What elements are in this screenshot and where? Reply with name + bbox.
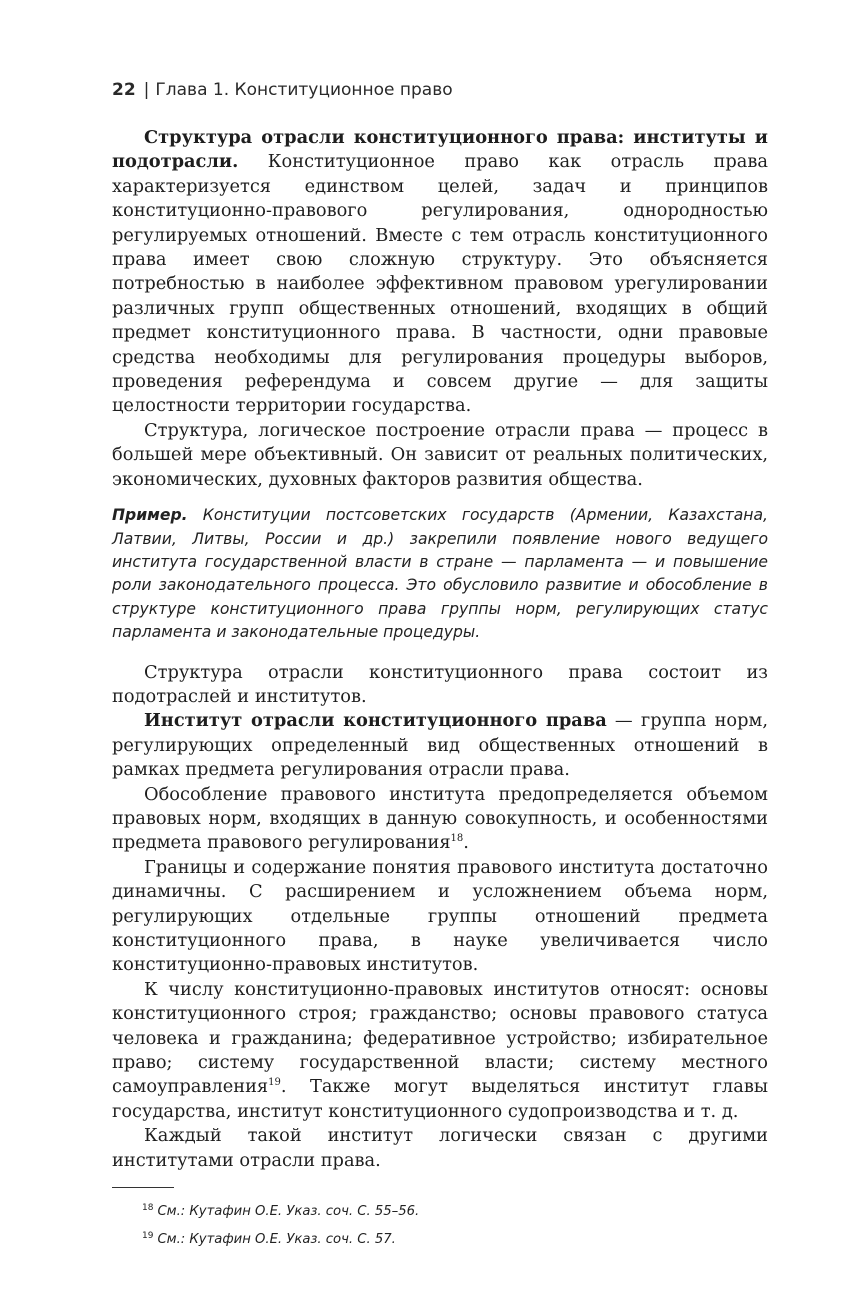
paragraph-5-end: . [463,832,469,854]
footnote-number: 19 [142,1230,154,1241]
book-page [112,76,768,1254]
paragraph-1 [112,126,768,419]
footnote-number: 18 [142,1202,154,1213]
footnote-ref-19[interactable]: 19 [268,1077,281,1089]
paragraph-7-text-b: . Также могут выделяться институт главы государства, институт конституционного судопроизводства и т. д. [112,1076,768,1122]
paragraph-3: Структура отрасли конституционного права состоит из подотраслей и институтов. [112,661,768,707]
paragraph-4-text: — группа норм, регулирующих определенный вид общественных отношений в рамках предмета регулирования отрасли права. [112,710,769,781]
example-label: Пример. [112,506,188,525]
term-definition: Институт отрасли конституционного права [144,710,607,732]
footnote-19 [112,1226,768,1254]
footnote-18 [112,1198,768,1226]
example-block [112,504,768,644]
main-text [112,126,768,492]
page-number: 22 [112,80,136,100]
example-text: Конституции постсоветских государств (Армении, Казахстана, Латвии, Литвы, России и др.) закрепили появление нового ведущего института государственной власти в стране — парламента — и повышение роли законодательного процесса. Это обусловило развитие и обособление в структуре конституционного права группы норм, регулирующих статус парламента и законодательные процедуры. [112,506,768,642]
paragraph-2: Структура, логическое построение отрасли права — процесс в большей мере объективный. Он зависит от реальных политических, экономических, духовных факторов развития общества. [112,419,768,490]
section-heading: Структура отрасли конституционного права: институты и подотрасли. [112,127,768,173]
footnotes [112,1198,768,1254]
paragraph-1-text: Конституционное право как отрасль права характеризуется единством целей, задач и принципов конституционно-правового регулирования, однородностью регулируемых отношений. Вместе с тем отрасль конституционного права имеет свою сложную структуру. Это объясняется потребностью в наиболее эффективном правовом урегулировании различных групп общественных отношений, входящих в общий предмет конституционного права. В частности, одни правовые средства необходимы для регулирования процедуры выборов, проведения референдума и совсем другие — для защиты целостности территории государства. [112,151,768,417]
paragraph-5-text: Обособление правового института предопределяется объемом правовых норм, входящих в данную совокупность, и особенностями предмета правового регулирования [112,783,768,854]
paragraph-8: Каждый такой институт логически связан с другими институтами отрасли права. [112,1125,768,1171]
paragraph-7 [112,978,768,1124]
paragraph-5 [112,783,768,856]
header-separator: | [143,80,150,100]
footnote-text: См.: Кутафин О.Е. Указ. соч. С. 57. [157,1232,396,1248]
chapter-title: Глава 1. Конституционное право [155,80,453,100]
footnote-text: См.: Кутафин О.Е. Указ. соч. С. 55–56. [157,1204,420,1220]
footnote-divider [112,1187,174,1188]
paragraph-4 [112,709,768,782]
running-head [112,76,768,104]
paragraph-7-text-a: К числу конституционно-правовых институтов относят: основы конституционного строя; гражданство; основы правового статуса человека и гражданина; федеративное устройство; избирательное право; систему государственной власти; систему местного самоуправления [112,978,768,1098]
paragraph-6: Границы и содержание понятия правового института достаточно динамичны. С расширением и усложнением объема норм, регулирующих отдельные группы отношений предмета конституционного права, в науке увеличивается число конституционно-правовых институтов. [112,856,768,976]
footnote-ref-18[interactable]: 18 [450,833,464,845]
main-text-continued [112,661,768,1174]
